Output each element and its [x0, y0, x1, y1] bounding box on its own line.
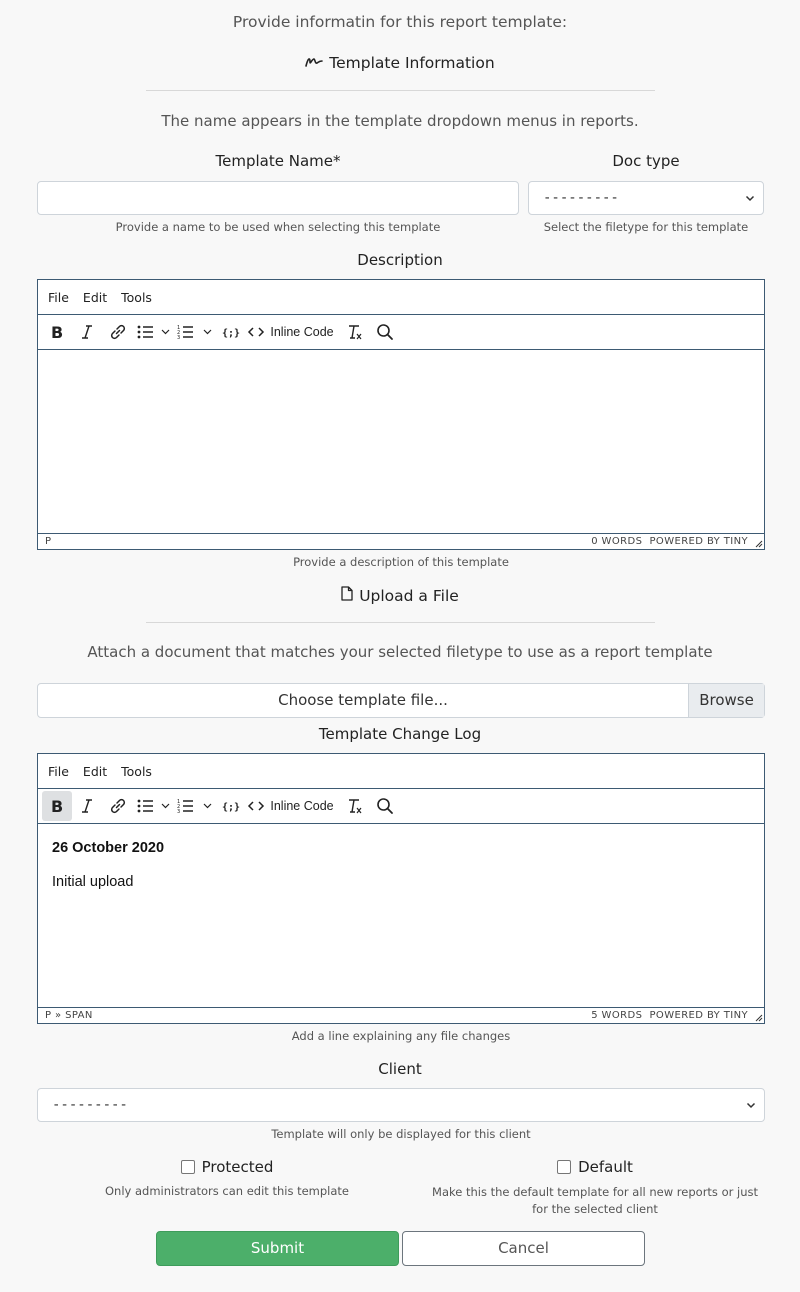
- inline-code-button[interactable]: [242, 791, 340, 821]
- svg-text:B: B: [51, 323, 64, 342]
- doc-type-value: ---------: [543, 190, 619, 206]
- word-count[interactable]: 5 WORDS: [591, 1010, 643, 1021]
- italic-icon: [81, 324, 93, 340]
- svg-text:1: 1: [177, 325, 181, 331]
- upload-title: Upload a File: [359, 586, 459, 605]
- protected-option[interactable]: [37, 1158, 417, 1176]
- changelog-content-area[interactable]: [38, 824, 764, 1007]
- choose-file-label[interactable]: Choose template file...: [278, 691, 448, 709]
- template-info-title: Template Information: [329, 54, 495, 72]
- italic-button[interactable]: [72, 791, 102, 821]
- bullet-list-button[interactable]: [134, 317, 174, 347]
- description-label: Description: [357, 251, 443, 269]
- italic-icon: [81, 798, 93, 814]
- code-sample-button[interactable]: [218, 791, 242, 821]
- description-editor: [37, 279, 765, 550]
- signature-icon: [305, 54, 323, 72]
- divider: [146, 622, 655, 623]
- code-icon: [248, 800, 264, 812]
- client-value: ---------: [52, 1097, 128, 1113]
- numbered-list-icon: [177, 798, 215, 814]
- changelog-label: Template Change Log: [318, 725, 482, 743]
- form-intro: Provide informatin for this report template:: [232, 13, 568, 31]
- doc-type-label: Doc type: [612, 152, 680, 170]
- changelog-editor: [37, 753, 765, 1024]
- template-name-help: Provide a name to be used when selecting this template: [115, 220, 441, 234]
- numbered-list-button[interactable]: [174, 791, 218, 821]
- bold-icon: [50, 324, 64, 340]
- changelog-statusbar: [38, 1007, 764, 1023]
- clear-formatting-button[interactable]: [340, 317, 370, 347]
- changelog-toolbar: [38, 789, 764, 824]
- search-button[interactable]: [370, 317, 400, 347]
- submit-button[interactable]: Submit: [156, 1231, 399, 1266]
- svg-text:2: 2: [177, 804, 181, 810]
- bullet-list-icon: [136, 798, 172, 814]
- default-help: Make this the default template for all new reports or just for the selected client: [432, 1185, 758, 1216]
- bold-button[interactable]: [42, 791, 72, 821]
- template-info-lead: The name appears in the template dropdown menus in reports.: [161, 112, 639, 130]
- search-icon: [376, 797, 394, 815]
- protected-label[interactable]: Protected: [201, 1158, 274, 1176]
- doc-type-help: Select the filetype for this template: [543, 220, 749, 234]
- italic-button[interactable]: [72, 317, 102, 347]
- file-icon: [341, 586, 353, 605]
- changelog-entry-text: Initial upload: [52, 874, 134, 890]
- upload-lead: Attach a document that matches your selected filetype to use as a report template: [87, 643, 713, 661]
- chevron-down-icon: [745, 193, 755, 203]
- svg-text:2: 2: [177, 330, 181, 336]
- menu-file[interactable]: File: [48, 289, 69, 305]
- clear-formatting-icon: [347, 324, 363, 340]
- protected-checkbox[interactable]: [181, 1160, 195, 1174]
- menu-edit[interactable]: Edit: [82, 763, 108, 779]
- numbered-list-button[interactable]: [174, 317, 218, 347]
- client-help: Template will only be displayed for this client: [271, 1127, 531, 1141]
- link-icon: [109, 797, 127, 815]
- element-path[interactable]: P » SPAN: [45, 1010, 93, 1021]
- client-label: Client: [378, 1060, 422, 1078]
- default-label[interactable]: Default: [578, 1158, 633, 1176]
- link-button[interactable]: [102, 317, 134, 347]
- cancel-button[interactable]: Cancel: [402, 1231, 645, 1266]
- chevron-down-icon: [746, 1100, 756, 1110]
- powered-by-tiny[interactable]: POWERED BY TINY: [649, 1010, 748, 1021]
- changelog-help: Add a line explaining any file changes: [291, 1029, 511, 1043]
- template-file-input[interactable]: [37, 683, 765, 718]
- template-name-input[interactable]: [37, 181, 519, 215]
- search-button[interactable]: [370, 791, 400, 821]
- upload-heading: [0, 586, 800, 605]
- inline-code-label: Inline Code: [270, 325, 334, 339]
- resize-handle-icon[interactable]: [754, 539, 763, 548]
- clear-formatting-icon: [347, 798, 363, 814]
- code-sample-button[interactable]: [218, 317, 242, 347]
- menu-tools[interactable]: Tools: [121, 763, 152, 779]
- description-menubar: [38, 280, 764, 315]
- changelog-date-heading: 26 October 2020: [52, 840, 165, 856]
- element-path[interactable]: P: [45, 536, 52, 547]
- doc-type-select[interactable]: [528, 181, 764, 215]
- clear-formatting-button[interactable]: [340, 791, 370, 821]
- bullet-list-button[interactable]: [134, 791, 174, 821]
- svg-text:1: 1: [177, 799, 181, 805]
- description-toolbar: [38, 315, 764, 350]
- powered-by-tiny[interactable]: POWERED BY TINY: [649, 536, 748, 547]
- description-help: Provide a description of this template: [293, 555, 509, 569]
- link-icon: [109, 323, 127, 341]
- bold-button[interactable]: [42, 317, 72, 347]
- inline-code-button[interactable]: [242, 317, 340, 347]
- template-name-label: Template Name*: [215, 152, 341, 170]
- svg-text:B: B: [51, 797, 64, 816]
- code-braces-icon: [222, 325, 241, 339]
- protected-help: Only administrators can edit this template: [104, 1184, 350, 1198]
- svg-text:{;}: {;}: [222, 328, 241, 339]
- numbered-list-icon: [177, 324, 215, 340]
- description-statusbar: [38, 533, 764, 549]
- bold-icon: [50, 798, 64, 814]
- default-option[interactable]: [425, 1158, 765, 1176]
- resize-handle-icon[interactable]: [754, 1013, 763, 1022]
- code-braces-icon: [222, 799, 241, 813]
- search-icon: [376, 323, 394, 341]
- template-info-heading: [0, 54, 800, 72]
- browse-button[interactable]: Browse: [688, 684, 764, 717]
- menu-tools[interactable]: Tools: [121, 289, 152, 305]
- code-icon: [248, 326, 264, 338]
- default-checkbox[interactable]: [557, 1160, 571, 1174]
- inline-code-label: Inline Code: [270, 799, 334, 813]
- menu-edit[interactable]: Edit: [82, 289, 108, 305]
- description-content-area[interactable]: [38, 350, 764, 533]
- svg-text:3: 3: [177, 809, 181, 815]
- menu-file[interactable]: File: [48, 763, 69, 779]
- svg-text:{;}: {;}: [222, 802, 241, 813]
- divider: [146, 90, 655, 91]
- client-select[interactable]: [37, 1088, 765, 1122]
- changelog-menubar: [38, 754, 764, 789]
- link-button[interactable]: [102, 791, 134, 821]
- word-count[interactable]: 0 WORDS: [591, 536, 643, 547]
- bullet-list-icon: [136, 324, 172, 340]
- svg-text:3: 3: [177, 335, 181, 341]
